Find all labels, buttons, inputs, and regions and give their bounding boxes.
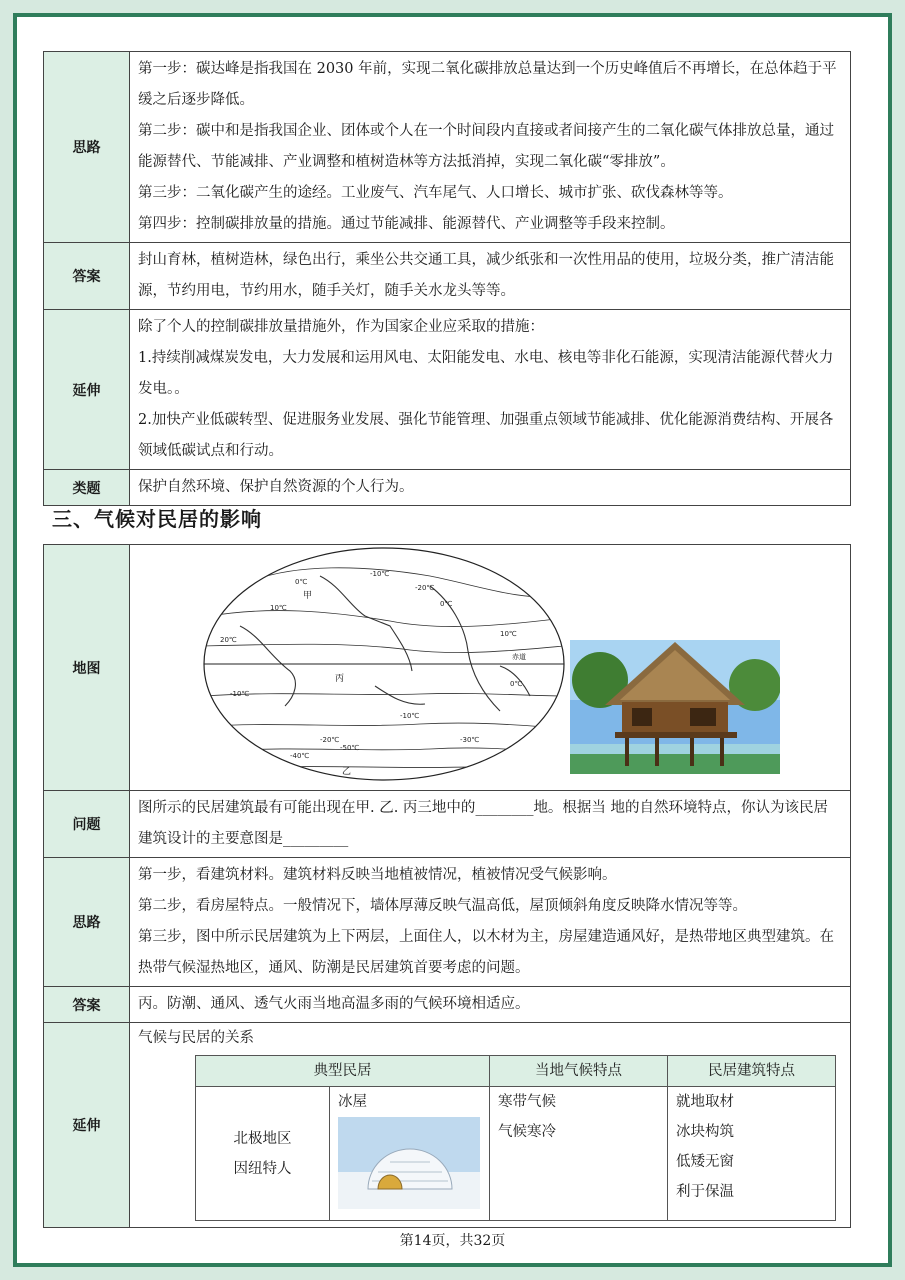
step-text: 第四步：控制碳排放量的措施。通过节能减排、能源替代、产业调整等手段来控制。 <box>138 216 675 232</box>
header-cell: 民居建筑特点 <box>668 1056 836 1087</box>
similar-text: 保护自然环境、保护自然资源的个人行为。 <box>138 479 414 495</box>
row-label: 答案 <box>44 243 130 310</box>
step-text: 第一步，看建筑材料。建筑材料反映当地植被情况，植被情况受气候影响。 <box>138 867 617 883</box>
row-content <box>130 470 851 506</box>
header-cell: 当地气候特点 <box>490 1056 668 1087</box>
step-text: 第二步，看房屋特点。一般情况下，墙体厚薄反映气温高低，屋顶倾斜角度反映降水情况等等。 <box>138 898 747 914</box>
climate-cell <box>490 1087 668 1221</box>
section-heading: 三、气候对民居的影响 <box>52 507 262 531</box>
isotherm-label: 0℃ <box>295 577 308 586</box>
page-footer: 第14页，共32页 <box>399 1233 506 1249</box>
table-row <box>44 545 851 791</box>
row-label: 地图 <box>44 545 130 791</box>
ext-text: 2.加快产业低碳转型、促进服务业发展、强化节能管理、加强重点领域节能减排、优化能源消费结构、开展各领域低碳试点和行动。 <box>138 412 834 459</box>
isotherm-label: -20℃ <box>415 583 435 592</box>
location-bing: 丙 <box>335 673 345 684</box>
isotherm-label: 0℃ <box>510 679 523 688</box>
subtable-header <box>196 1056 836 1087</box>
ext-cell <box>130 1023 851 1228</box>
step-text: 第三步，图中所示民居建筑为上下两层，上面住人，以木材为主，房屋建造通风好，是热带地区典型建筑。在热带气候湿热地区，通风、防潮是民居建筑首要考虑的问题。 <box>138 929 834 976</box>
isotherm-label: -10℃ <box>400 711 420 720</box>
ext-text: 1.持续削减煤炭发电，大力发展和运用风电、太阳能发电、水电、核电等非化石能源，实现清洁能源代替火力发电。。 <box>138 350 834 397</box>
row-label: 思路 <box>44 858 130 987</box>
isotherm-label: 10℃ <box>270 603 287 612</box>
region-cell <box>196 1087 330 1221</box>
isotherm-label: -30℃ <box>460 735 480 744</box>
feature-item: 低矮无窗 <box>676 1154 734 1170</box>
table-row <box>44 987 851 1023</box>
map-cell <box>130 545 851 791</box>
feature-item: 利于保温 <box>676 1184 734 1200</box>
isotherm-label: 20℃ <box>220 635 237 644</box>
region-text: 北极地区 <box>233 1130 292 1147</box>
feature-item: 冰块构筑 <box>676 1124 734 1140</box>
row-label: 类题 <box>44 470 130 506</box>
header-cell: 典型民居 <box>196 1056 490 1087</box>
table-row <box>44 791 851 858</box>
climate-house-subtable <box>195 1055 836 1221</box>
step-text: 第二步：碳中和是指我国企业、团体或个人在一个时间段内直接或者间接产生的二氧化碳气体排放总量，通过能源替代、节能减排、产业调整和植树造林等方法抵消掉，实现二氧化碳“零排放”。 <box>138 123 834 170</box>
step-text: 第一步：碳达峰是指我国在 2030 年前，实现二氧化碳排放总量达到一个历史峰值后不再增长，在总体趋于平缓之后逐步降低。 <box>138 61 837 108</box>
people-text: 因纽特人 <box>233 1160 292 1177</box>
world-isotherm-map <box>200 546 566 790</box>
igloo-photo <box>338 1117 480 1209</box>
isotherm-label: -50℃ <box>340 743 360 752</box>
isotherm-label: 0℃ <box>440 599 453 608</box>
row-label: 延伸 <box>44 310 130 470</box>
isotherm-label: -40℃ <box>290 751 310 760</box>
carbon-table <box>43 51 851 506</box>
answer-text: 封山育林，植树造林，绿色出行，乘坐公共交通工具，减少纸张和一次性用品的使用，垃圾分类，推广清洁能源，节约用电，节约用水，随手关灯，随手关水龙头等等。 <box>138 252 834 299</box>
stilt-house-photo <box>570 640 780 774</box>
table-row <box>44 52 851 243</box>
row-content <box>130 52 851 243</box>
row-label: 答案 <box>44 987 130 1023</box>
question-content <box>130 791 851 858</box>
table-row <box>44 470 851 506</box>
row-content <box>130 858 851 987</box>
subtable-row <box>196 1087 836 1221</box>
location-jia: 甲 <box>303 590 313 601</box>
answer-blank: _________ <box>283 831 349 847</box>
ext-title: 气候与民居的关系 <box>138 1030 254 1046</box>
row-content <box>130 310 851 470</box>
answer-blank: ________ <box>475 800 534 816</box>
table-row <box>44 310 851 470</box>
equator-label: 赤道 <box>512 652 526 661</box>
question-text: 图所示的民居建筑最有可能出现在甲. 乙. 丙三地中的 <box>138 800 476 816</box>
row-label: 延伸 <box>44 1023 130 1228</box>
isotherm-label: -10℃ <box>230 689 250 698</box>
row-label: 问题 <box>44 791 130 858</box>
climate-item: 寒带气候 <box>498 1094 556 1110</box>
question-text: 地。根据当 地的自然环境特点，你认为该民居建筑设计的主要意图是 <box>138 800 829 847</box>
row-content <box>130 243 851 310</box>
table-row <box>44 243 851 310</box>
isotherm-label: 10℃ <box>500 629 517 638</box>
answer-text: 丙。防潮、通风、透气火雨当地高温多雨的气候环境相适应。 <box>130 987 851 1023</box>
isotherm-label: -10℃ <box>370 569 390 578</box>
climate-item: 气候寒冷 <box>498 1124 556 1140</box>
row-label: 思路 <box>44 52 130 243</box>
isotherm-label: -20℃ <box>320 735 340 744</box>
feature-cell <box>668 1087 836 1221</box>
table-row <box>44 858 851 987</box>
ext-text: 除了个人的控制碳排放量措施外，作为国家企业应采取的措施： <box>138 319 544 335</box>
house-name: 冰屋 <box>338 1094 367 1110</box>
step-text: 第三步：二氧化碳产生的途经。工业废气、汽车尾气、人口增长、城市扩张、砍伐森林等等。 <box>138 185 733 201</box>
table-row <box>44 1023 851 1228</box>
climate-housing-table <box>43 544 851 1228</box>
house-cell <box>330 1087 490 1221</box>
feature-item: 就地取材 <box>676 1094 734 1110</box>
location-yi: 乙 <box>342 766 352 777</box>
